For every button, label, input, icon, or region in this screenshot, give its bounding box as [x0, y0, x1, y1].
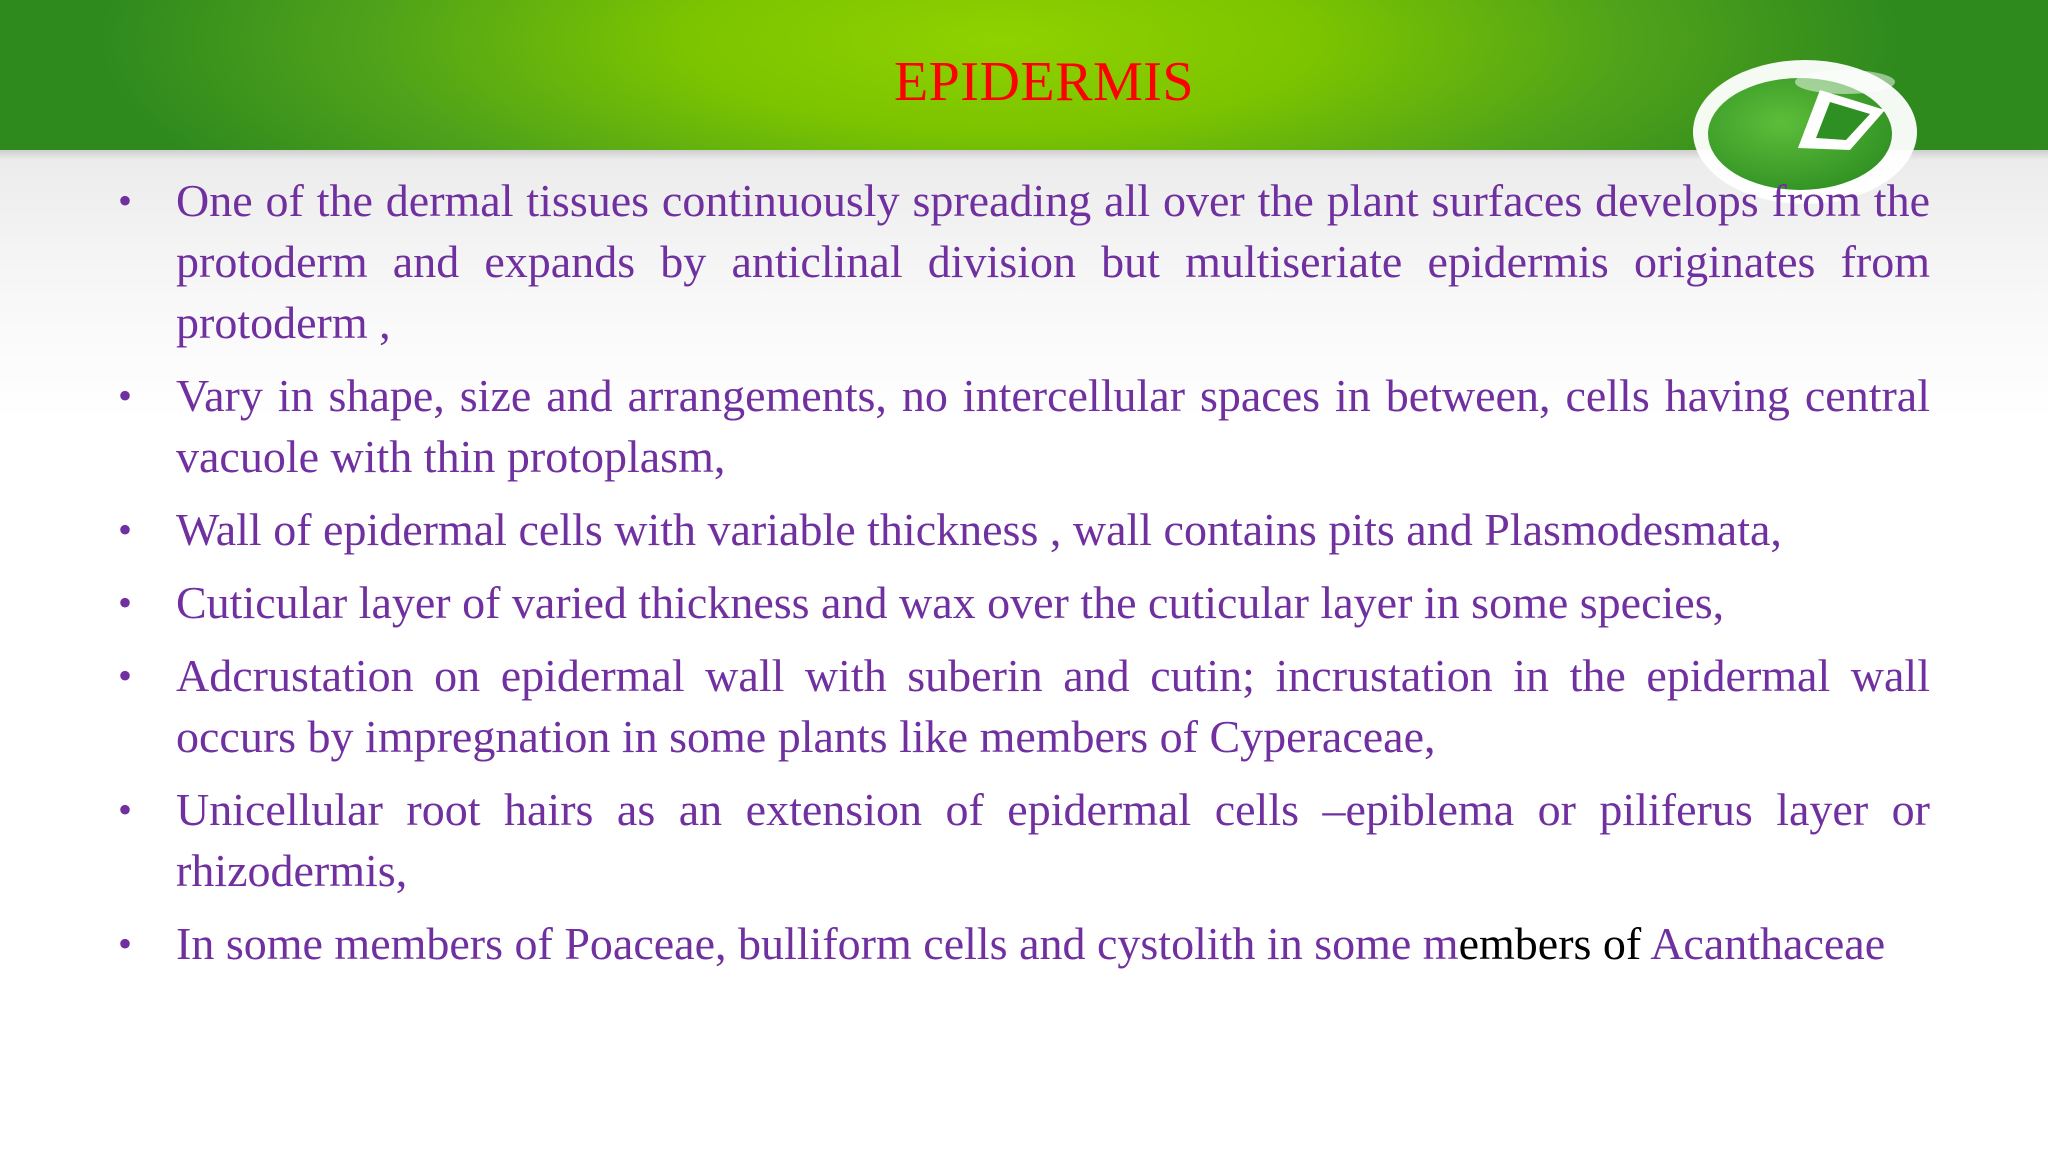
- list-item: [118, 645, 1930, 767]
- bullet-marker: •: [118, 580, 133, 625]
- bullet-text: Wall of epidermal cells with variable thickness , wall contains pits and Plasmodesmata,: [176, 504, 1782, 555]
- bullet-marker: •: [118, 507, 133, 552]
- list-item: [118, 499, 1930, 560]
- bullet-marker: •: [118, 178, 133, 223]
- bullet-list: [0, 170, 2048, 986]
- bullet-text: Vary in shape, size and arrangements, no intercellular spaces in between, cells having central vacuole with thin protoplasm,: [176, 370, 1930, 482]
- list-item: [118, 913, 1930, 974]
- list-item: [118, 779, 1930, 901]
- bullet-text: Adcrustation on epidermal wall with suberin and cutin; incrustation in the epidermal wall occurs by impregnation in some plants like members of Cyperaceae,: [176, 650, 1930, 762]
- list-item: [118, 170, 1930, 353]
- list-item: [118, 365, 1930, 487]
- bullet-text-part1: In some members of Poaceae, bulliform cells and cystolith in some m: [176, 918, 1459, 969]
- bullet-text: Unicellular root hairs as an extension of epidermal cells –epiblema or piliferus layer or rhizodermis,: [176, 784, 1930, 896]
- bullet-marker: •: [118, 373, 133, 418]
- bullet-text-part3: Acanthaceae: [1641, 918, 1886, 969]
- bullet-text: One of the dermal tissues continuously spreading all over the plant surfaces develops from the protoderm and expands by anticlinal division but multiseriate epidermis originates from protoderm ,: [176, 175, 1930, 348]
- page-title: EPIDERMIS: [893, 51, 1195, 113]
- bullet-marker: •: [118, 653, 133, 698]
- bullet-text: Cuticular layer of varied thickness and wax over the cuticular layer in some species,: [176, 577, 1725, 628]
- bullet-marker: •: [118, 787, 133, 832]
- list-item: [118, 572, 1930, 633]
- bullet-text-part2: embers of: [1458, 918, 1642, 969]
- bullet-marker: •: [118, 921, 133, 966]
